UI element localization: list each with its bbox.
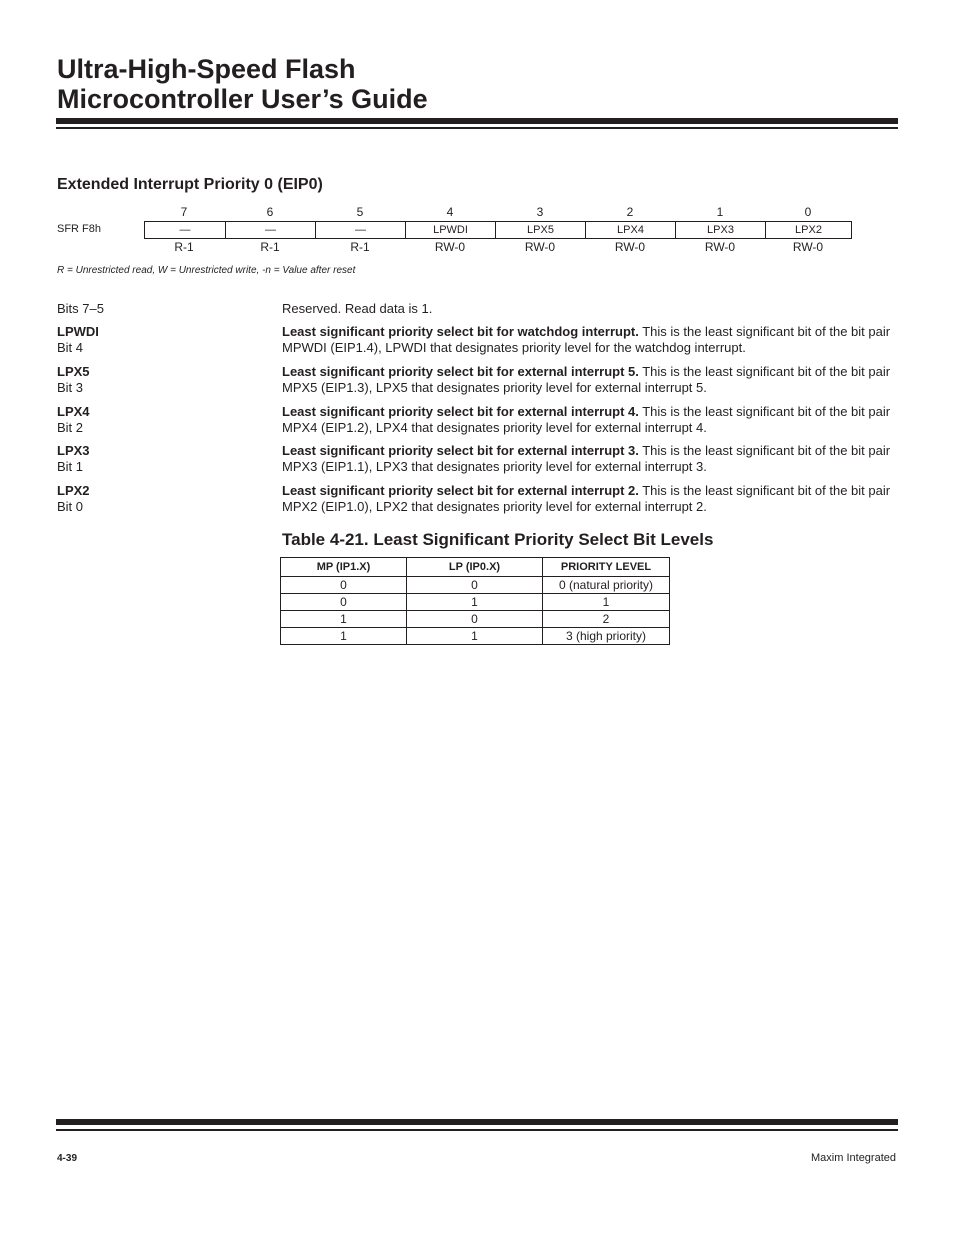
bit-description-text <box>282 364 899 396</box>
table-row <box>281 628 670 645</box>
bit-name: LPX3 <box>57 443 90 458</box>
footer-rule-thin <box>56 1129 898 1131</box>
register-bit-names-row <box>145 222 852 239</box>
table-cell: 0 (natural priority) <box>543 577 670 594</box>
bit-position: Bit 2 <box>57 420 84 435</box>
bit-description-reserved <box>57 301 899 317</box>
bit-name-cell: LPX5 <box>496 222 586 239</box>
sfr-address-label: SFR F8h <box>57 223 102 235</box>
table-cell: 1 <box>407 594 543 611</box>
table-cell: 2 <box>543 611 670 628</box>
bit-name-cell: — <box>226 222 316 239</box>
bit-description-text: Reserved. Read data is 1. <box>282 301 433 316</box>
column-header: PRIORITY LEVEL <box>543 558 670 577</box>
document-title-line1: Ultra-High-Speed Flash <box>57 54 356 84</box>
access-type: RW-0 <box>434 240 466 254</box>
table-cell: 1 <box>543 594 670 611</box>
bit-number: 3 <box>536 205 544 219</box>
access-type: R-1 <box>174 240 194 254</box>
bit-description-bold: Least significant priority select bit for external interrupt 5. <box>282 364 639 379</box>
bit-position: Bit 1 <box>57 459 84 474</box>
document-title-line2: Microcontroller User’s Guide <box>57 84 428 114</box>
table-row <box>281 577 670 594</box>
bit-number: 4 <box>446 205 454 219</box>
register-title: Extended Interrupt Priority 0 (EIP0) <box>57 176 323 193</box>
bit-description-bold: Least significant priority select bit for external interrupt 3. <box>282 443 639 458</box>
bit-description-text <box>282 483 899 515</box>
table-row <box>281 611 670 628</box>
bit-number: 6 <box>266 205 274 219</box>
bit-position: Bit 0 <box>57 499 84 514</box>
bit-number: 5 <box>356 205 364 219</box>
bit-description-lpx3 <box>57 443 899 477</box>
table-cell: 1 <box>281 611 407 628</box>
bit-name: LPX2 <box>57 483 90 498</box>
table-cell: 0 <box>407 577 543 594</box>
bit-description-body: This is the least significant bit of the bit pair MPWDI (EIP1.4), LPWDI that designates priority level for the watchdog interrupt. <box>282 324 891 355</box>
bit-name: LPX5 <box>57 364 90 379</box>
header-rule-thick <box>56 118 898 124</box>
document-title <box>57 54 428 114</box>
priority-level-table <box>280 557 670 645</box>
bit-number-row <box>139 205 851 219</box>
bit-position: Bit 4 <box>57 340 84 355</box>
access-row <box>139 240 851 254</box>
table-row <box>281 594 670 611</box>
register-bit-table <box>144 221 852 239</box>
bit-name-cell: LPWDI <box>406 222 496 239</box>
bit-description-lpx4 <box>57 404 899 438</box>
bit-range-label: Bits 7–5 <box>57 301 104 316</box>
column-header: LP (IP0.X) <box>407 558 543 577</box>
access-type: R-1 <box>350 240 370 254</box>
bit-description-body: This is the least significant bit of the bit pair MPX5 (EIP1.3), LPX5 that designates priority level for external interrupt 5. <box>282 364 891 395</box>
table-title: Table 4-21. Least Significant Priority Select Bit Levels <box>282 530 714 549</box>
table-cell: 0 <box>281 577 407 594</box>
access-type: RW-0 <box>614 240 646 254</box>
bit-position: Bit 3 <box>57 380 84 395</box>
bit-number: 1 <box>716 205 724 219</box>
bit-name-cell: LPX4 <box>586 222 676 239</box>
table-cell: 1 <box>407 628 543 645</box>
bit-description-lpx5 <box>57 364 899 398</box>
bit-description-text <box>282 404 899 436</box>
bit-name: LPX4 <box>57 404 90 419</box>
bit-description-bold: Least significant priority select bit for external interrupt 2. <box>282 483 639 498</box>
bit-name-cell: — <box>316 222 406 239</box>
access-type: RW-0 <box>792 240 824 254</box>
register-legend: R = Unrestricted read, W = Unrestricted write, -n = Value after reset <box>57 265 356 276</box>
bit-description-bold: Least significant priority select bit for watchdog interrupt. <box>282 324 639 339</box>
bit-description-body: This is the least significant bit of the bit pair MPX2 (EIP1.0), LPX2 that designates priority level for external interrupt 2. <box>282 483 891 514</box>
table-cell: 0 <box>281 594 407 611</box>
table-cell: 1 <box>281 628 407 645</box>
bit-name-cell: LPX3 <box>676 222 766 239</box>
bit-description-body: This is the least significant bit of the bit pair MPX4 (EIP1.2), LPX4 that designates priority level for external interrupt 4. <box>282 404 891 435</box>
access-type: RW-0 <box>524 240 556 254</box>
table-header-row <box>281 558 670 577</box>
column-header: MP (IP1.X) <box>281 558 407 577</box>
footer-rule-thick <box>56 1119 898 1125</box>
bit-number: 2 <box>626 205 634 219</box>
bit-name-cell: LPX2 <box>766 222 852 239</box>
bit-number: 7 <box>180 205 188 219</box>
access-type: R-1 <box>260 240 280 254</box>
bit-description-lpwdi <box>57 324 899 358</box>
bit-description-lpx2 <box>57 483 899 517</box>
bit-description-bold: Least significant priority select bit for external interrupt 4. <box>282 404 639 419</box>
bit-name-cell: — <box>145 222 226 239</box>
page-number: 4-39 <box>57 1153 78 1164</box>
bit-number: 0 <box>804 205 812 219</box>
access-type: RW-0 <box>704 240 736 254</box>
bit-description-text <box>282 443 899 475</box>
company-name: Maxim Integrated <box>811 1152 896 1164</box>
header-rule-thin <box>56 127 898 129</box>
bit-description-body: This is the least significant bit of the bit pair MPX3 (EIP1.1), LPX3 that designates priority level for external interrupt 3. <box>282 443 891 474</box>
bit-description-text <box>282 324 899 356</box>
bit-name: LPWDI <box>57 324 99 339</box>
table-cell: 3 (high priority) <box>543 628 670 645</box>
table-cell: 0 <box>407 611 543 628</box>
